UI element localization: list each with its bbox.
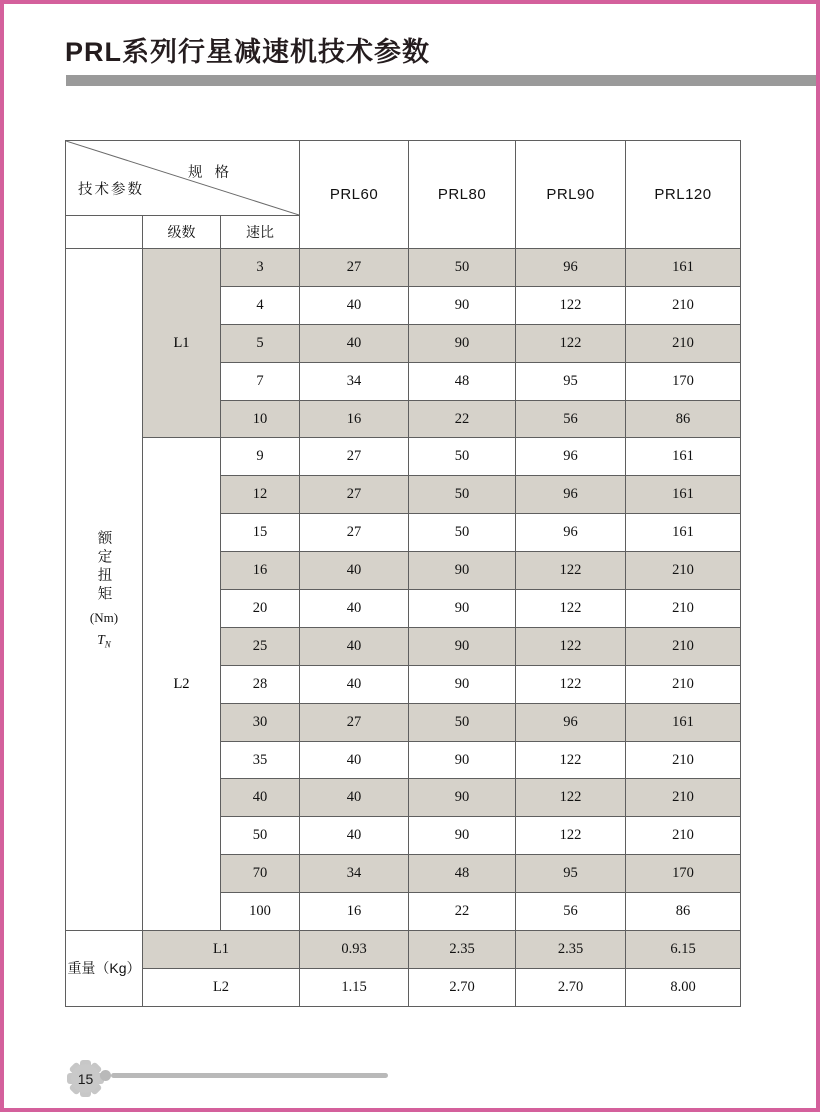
ratio-cell: 3 (221, 249, 300, 287)
weight-row-l2 (66, 968, 741, 1006)
value-cell: 22 (409, 400, 516, 438)
ratio-cell: 15 (221, 514, 300, 552)
value-cell: 90 (409, 590, 516, 628)
value-cell: 161 (626, 438, 741, 476)
ratio-cell: 25 (221, 627, 300, 665)
title-underline-bar (66, 75, 816, 86)
ratio-cell: 20 (221, 590, 300, 628)
column-header-prl60: PRL60 (300, 141, 409, 249)
page-number: 15 (77, 1070, 94, 1087)
value-cell: 40 (300, 286, 409, 324)
value-cell: 27 (300, 703, 409, 741)
value-cell: 161 (626, 514, 741, 552)
value-cell: 1.15 (300, 968, 409, 1006)
weight-stage-cell: L2 (143, 968, 300, 1006)
value-cell: 86 (626, 400, 741, 438)
table-row (66, 438, 741, 476)
value-cell: 16 (300, 400, 409, 438)
value-cell: 210 (626, 665, 741, 703)
value-cell: 40 (300, 324, 409, 362)
value-cell: 95 (516, 855, 626, 893)
ratio-cell: 5 (221, 324, 300, 362)
value-cell: 27 (300, 514, 409, 552)
value-cell: 122 (516, 286, 626, 324)
column-header-prl120: PRL120 (626, 141, 741, 249)
value-cell: 2.70 (516, 968, 626, 1006)
ratio-cell: 4 (221, 286, 300, 324)
value-cell: 210 (626, 817, 741, 855)
ratio-cell: 10 (221, 400, 300, 438)
empty-header-cell (66, 216, 143, 249)
weight-stage-cell: L1 (143, 931, 300, 969)
value-cell: 27 (300, 249, 409, 287)
value-cell: 210 (626, 552, 741, 590)
stage-cell-l1: L1 (143, 249, 221, 438)
value-cell: 2.35 (409, 931, 516, 969)
value-cell: 161 (626, 249, 741, 287)
value-cell: 40 (300, 627, 409, 665)
table-row (66, 249, 741, 287)
value-cell: 90 (409, 552, 516, 590)
torque-text: 额定扭矩 (95, 529, 112, 604)
value-cell: 50 (409, 514, 516, 552)
value-cell: 96 (516, 249, 626, 287)
footer-line (111, 1073, 388, 1078)
value-cell: 27 (300, 438, 409, 476)
value-cell: 50 (409, 703, 516, 741)
value-cell: 122 (516, 665, 626, 703)
value-cell: 122 (516, 590, 626, 628)
weight-row-l1 (66, 931, 741, 969)
diagonal-header-cell (66, 141, 300, 216)
value-cell: 95 (516, 362, 626, 400)
value-cell: 40 (300, 590, 409, 628)
value-cell: 90 (409, 817, 516, 855)
tech-param-corner-label: 技术参数 (78, 182, 144, 198)
value-cell: 90 (409, 286, 516, 324)
value-cell: 8.00 (626, 968, 741, 1006)
gear-icon (67, 1060, 104, 1097)
value-cell: 90 (409, 741, 516, 779)
ratio-cell: 12 (221, 476, 300, 514)
ratio-cell: 7 (221, 362, 300, 400)
page-title: PRL系列行星减速机技术参数 (65, 37, 430, 67)
value-cell: 161 (626, 476, 741, 514)
column-header-prl90: PRL90 (516, 141, 626, 249)
footer-dot (100, 1070, 111, 1081)
value-cell: 122 (516, 817, 626, 855)
value-cell: 122 (516, 552, 626, 590)
column-header-prl80: PRL80 (409, 141, 516, 249)
value-cell: 40 (300, 741, 409, 779)
value-cell: 27 (300, 476, 409, 514)
value-cell: 40 (300, 817, 409, 855)
value-cell: 122 (516, 779, 626, 817)
value-cell: 50 (409, 249, 516, 287)
ratio-cell: 35 (221, 741, 300, 779)
value-cell: 210 (626, 590, 741, 628)
value-cell: 90 (409, 324, 516, 362)
value-cell: 161 (626, 703, 741, 741)
ratio-cell: 100 (221, 893, 300, 931)
value-cell: 34 (300, 855, 409, 893)
torque-unit: (Nm) (89, 609, 119, 625)
ratio-header-cell: 速比 (221, 216, 300, 249)
value-cell: 86 (626, 893, 741, 931)
value-cell: 122 (516, 627, 626, 665)
ratio-cell: 70 (221, 855, 300, 893)
value-cell: 0.93 (300, 931, 409, 969)
value-cell: 210 (626, 779, 741, 817)
ratio-cell: 16 (221, 552, 300, 590)
value-cell: 90 (409, 779, 516, 817)
weight-label-cell: 重量（Kg） (66, 931, 143, 1007)
value-cell: 16 (300, 893, 409, 931)
stage-cell-l2: L2 (143, 438, 221, 931)
gear-hub (71, 1064, 100, 1093)
value-cell: 170 (626, 855, 741, 893)
header-row (66, 141, 741, 216)
value-cell: 50 (409, 438, 516, 476)
spec-corner-label: 规 格 (188, 165, 234, 181)
value-cell: 210 (626, 627, 741, 665)
value-cell: 50 (409, 476, 516, 514)
value-cell: 34 (300, 362, 409, 400)
value-cell: 210 (626, 286, 741, 324)
value-cell: 210 (626, 741, 741, 779)
stage-header-cell: 级数 (143, 216, 221, 249)
value-cell: 210 (626, 324, 741, 362)
ratio-cell: 30 (221, 703, 300, 741)
value-cell: 2.35 (516, 931, 626, 969)
value-cell: 170 (626, 362, 741, 400)
value-cell: 90 (409, 665, 516, 703)
value-cell: 56 (516, 400, 626, 438)
torque-symbol: $T_N$ (97, 631, 111, 650)
value-cell: 6.15 (626, 931, 741, 969)
value-cell: 90 (409, 627, 516, 665)
value-cell: 96 (516, 703, 626, 741)
ratio-cell: 28 (221, 665, 300, 703)
value-cell: 122 (516, 741, 626, 779)
value-cell: 96 (516, 514, 626, 552)
torque-label (66, 530, 142, 650)
value-cell: 2.70 (409, 968, 516, 1006)
value-cell: 40 (300, 665, 409, 703)
value-cell: 48 (409, 362, 516, 400)
ratio-cell: 40 (221, 779, 300, 817)
value-cell: 56 (516, 893, 626, 931)
spec-table (65, 140, 741, 1007)
value-cell: 40 (300, 779, 409, 817)
value-cell: 40 (300, 552, 409, 590)
value-cell: 122 (516, 324, 626, 362)
value-cell: 48 (409, 855, 516, 893)
ratio-cell: 9 (221, 438, 300, 476)
ratio-cell: 50 (221, 817, 300, 855)
value-cell: 96 (516, 476, 626, 514)
value-cell: 22 (409, 893, 516, 931)
torque-label-cell (66, 249, 143, 931)
value-cell: 96 (516, 438, 626, 476)
